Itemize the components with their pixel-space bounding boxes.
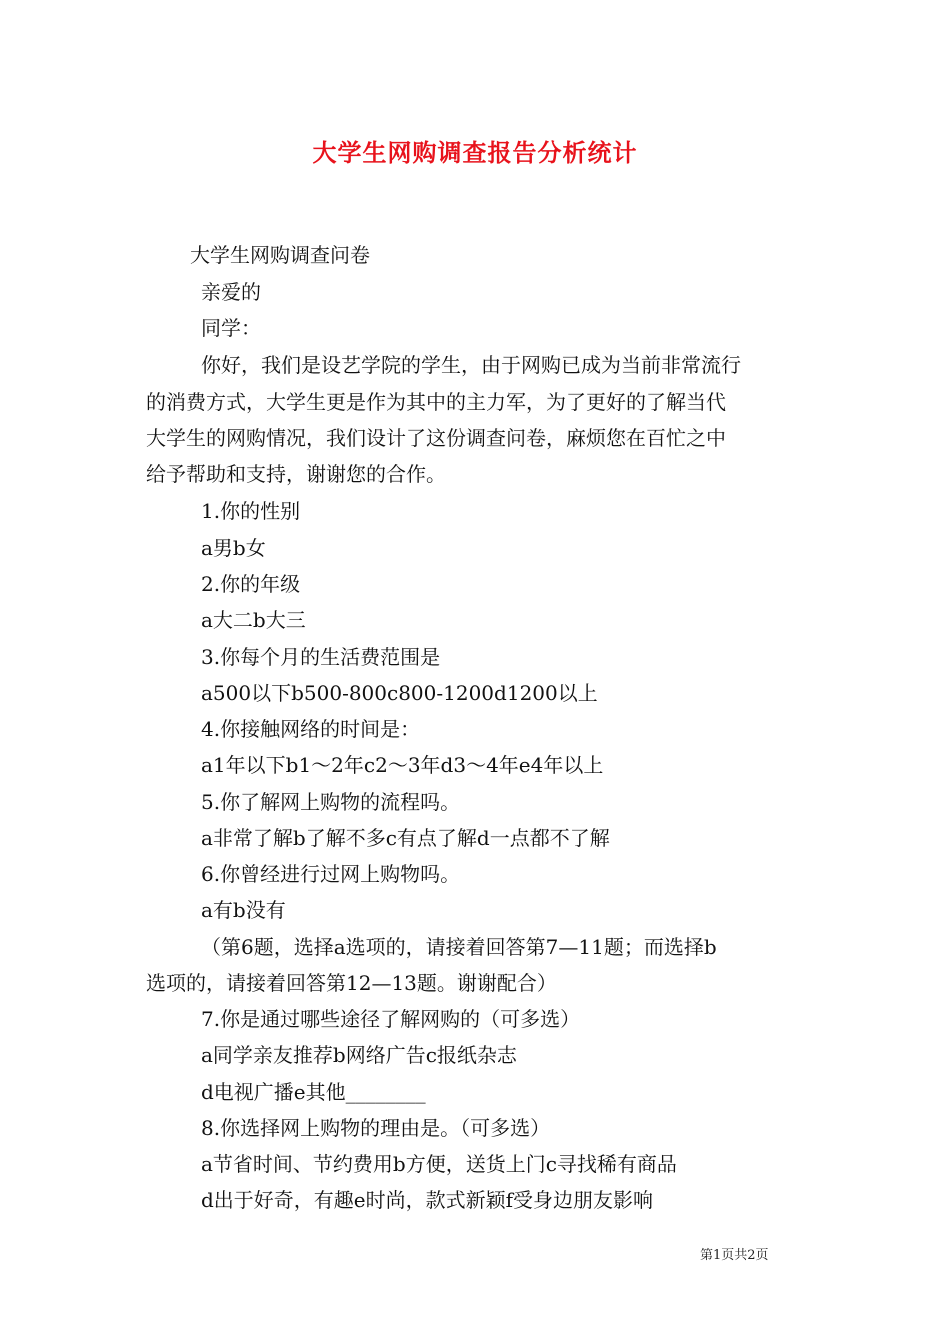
- question-4: 4.你接触网络的时间是：: [201, 717, 421, 741]
- salutation-line: 同学：: [201, 316, 261, 340]
- question-6-note: 选项的，请接着回答第12—13题。谢谢配合）: [146, 971, 557, 995]
- question-7-options: d电视广播e其他________: [201, 1080, 426, 1104]
- intro-paragraph-line: 给予帮助和支持，谢谢您的合作。: [146, 462, 446, 486]
- salutation-line: 亲爱的: [201, 280, 261, 304]
- question-8-options: a节省时间、节约费用b方便，送货上门c寻找稀有商品: [201, 1152, 677, 1176]
- question-4-options: a1年以下b1～2年c2～3年d3～4年e4年以上: [201, 753, 604, 777]
- question-6: 6.你曾经进行过网上购物吗。: [201, 862, 461, 886]
- question-7: 7.你是通过哪些途径了解网购的（可多选）: [201, 1007, 581, 1031]
- document-title: 大学生网购调查报告分析统计: [312, 138, 638, 167]
- intro-paragraph-line: 的消费方式，大学生更是作为其中的主力军，为了更好的了解当代: [146, 390, 726, 414]
- question-8: 8.你选择网上购物的理由是。（可多选）: [201, 1116, 551, 1140]
- question-2: 2.你的年级: [201, 572, 301, 596]
- question-7-options: a同学亲友推荐b网络广告c报纸杂志: [201, 1043, 517, 1067]
- intro-paragraph-line: 你好，我们是设艺学院的学生，由于网购已成为当前非常流行: [201, 353, 741, 377]
- intro-paragraph-line: 大学生的网购情况，我们设计了这份调查问卷，麻烦您在百忙之中: [146, 426, 726, 450]
- survey-heading: 大学生网购调查问卷: [190, 243, 370, 267]
- question-1-options: a男b女: [201, 536, 266, 560]
- question-5: 5.你了解网上购物的流程吗。: [201, 790, 461, 814]
- question-5-options: a非常了解b了解不多c有点了解d一点都不了解: [201, 826, 610, 850]
- question-6-note: （第6题，选择a选项的，请接着回答第7—11题；而选择b: [201, 935, 717, 959]
- question-1: 1.你的性别: [201, 499, 301, 523]
- page-number: 第1页共2页: [700, 1248, 769, 1263]
- question-6-options: a有b没有: [201, 898, 286, 922]
- question-2-options: a大二b大三: [201, 608, 306, 632]
- question-3-options: a500以下b500-800c800-1200d1200以上: [201, 681, 598, 705]
- question-3: 3.你每个月的生活费范围是: [201, 645, 441, 669]
- question-8-options: d出于好奇，有趣e时尚，款式新颖f受身边朋友影响: [201, 1188, 654, 1212]
